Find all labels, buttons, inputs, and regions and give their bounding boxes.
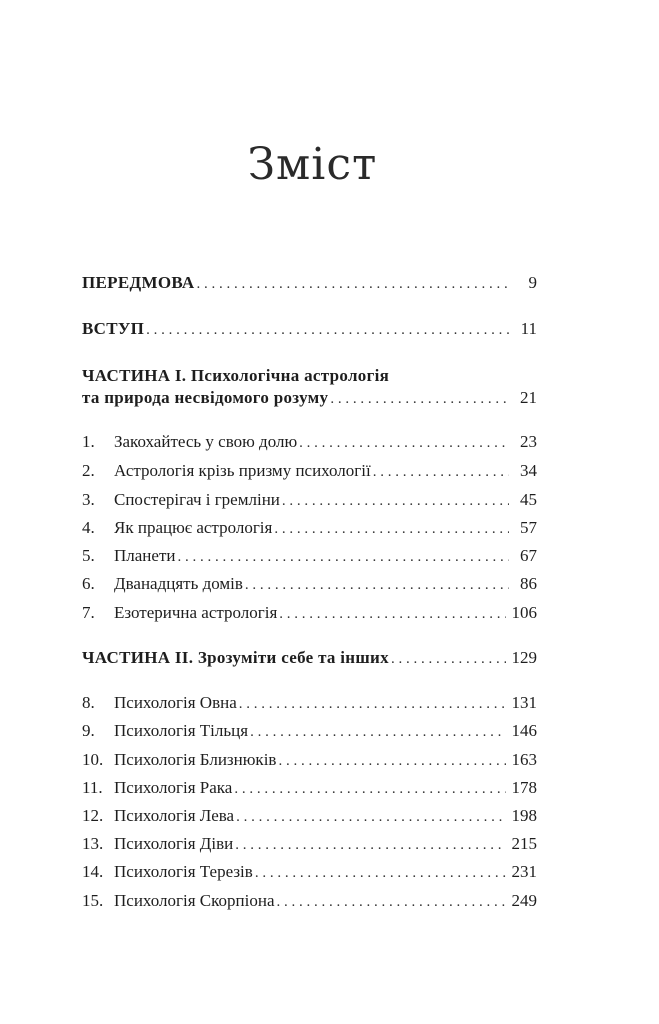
toc-chapter [82, 862, 537, 883]
chapter-page: 198 [511, 806, 537, 825]
toc-chapter [82, 432, 537, 453]
chapter-number: 4. [82, 518, 95, 537]
chapter-page: 57 [520, 518, 537, 537]
chapter-title: Планети [114, 546, 176, 565]
toc-entry-preface [82, 273, 537, 294]
chapter-title: Езотерична астрологія [114, 603, 278, 622]
chapter-title: Психологія Овна [114, 693, 237, 712]
chapter-page: 67 [520, 546, 537, 565]
toc-chapter [82, 546, 537, 567]
chapter-title: Психологія Рака [114, 778, 233, 797]
chapter-number: 9. [82, 721, 95, 740]
dot-leader [197, 274, 510, 294]
toc-chapter [82, 574, 537, 595]
chapter-title: Закохайтесь у свою долю [114, 432, 298, 451]
chapter-page: 131 [511, 693, 537, 712]
dot-leader [279, 604, 505, 624]
chapter-number: 5. [82, 546, 95, 565]
toc-chapter [82, 834, 537, 855]
toc-chapter [82, 891, 537, 912]
chapter-title: Психологія Терезів [114, 862, 253, 881]
toc-chapter [82, 778, 537, 799]
dot-leader [255, 863, 506, 883]
toc-entry-page: 9 [528, 273, 537, 292]
chapter-page: 45 [520, 490, 537, 509]
chapter-title: Психологія Тільця [114, 721, 249, 740]
chapter-number: 3. [82, 490, 95, 509]
chapter-page: 231 [511, 862, 537, 881]
toc-chapter [82, 603, 537, 624]
chapter-number: 11. [82, 778, 103, 797]
chapter-title: Як працює астрологія [114, 518, 273, 537]
dot-leader [177, 547, 509, 567]
dot-leader [236, 807, 505, 827]
chapter-title: Спостерігач і гремліни [114, 490, 280, 509]
dot-leader [245, 575, 509, 595]
chapter-number: 8. [82, 693, 95, 712]
chapter-page: 215 [511, 834, 537, 853]
chapter-number: 15. [82, 891, 104, 910]
part-1-heading-line2: та природа несвідомого розуму [82, 388, 329, 407]
toc-entry-part-1 [82, 388, 537, 409]
toc-entry-page: 11 [520, 319, 537, 338]
chapter-page: 178 [511, 778, 537, 797]
dot-leader [234, 779, 505, 799]
toc-chapter [82, 750, 537, 771]
dot-leader [278, 751, 505, 771]
dot-leader [277, 892, 506, 912]
chapter-number: 1. [82, 432, 95, 451]
chapter-page: 23 [520, 432, 537, 451]
chapter-number: 6. [82, 574, 95, 593]
toc-entry-label: ПЕРЕДМОВА [82, 273, 195, 292]
dot-leader [330, 389, 509, 409]
toc-chapter [82, 518, 537, 539]
chapter-number: 2. [82, 461, 95, 480]
chapter-number: 14. [82, 862, 104, 881]
toc-chapter [82, 461, 537, 482]
chapter-number: 10. [82, 750, 104, 769]
dot-leader [274, 519, 509, 539]
chapter-page: 146 [511, 721, 537, 740]
toc-entry-intro [82, 319, 537, 340]
chapter-title: Психологія Скорпіона [114, 891, 275, 910]
dot-leader [239, 694, 506, 714]
dot-leader [282, 491, 509, 511]
chapter-page: 34 [520, 461, 537, 480]
chapter-title: Психологія Лева [114, 806, 235, 825]
dot-leader [146, 320, 509, 340]
toc-chapter [82, 693, 537, 714]
toc-chapter [82, 806, 537, 827]
dot-leader [250, 722, 505, 742]
toc-chapter [82, 490, 537, 511]
dot-leader [391, 649, 506, 669]
dot-leader [235, 835, 505, 855]
chapter-title: Астрологія крізь призму психології [114, 461, 371, 480]
chapter-title: Психологія Діви [114, 834, 234, 853]
toc-chapter [82, 721, 537, 742]
dot-leader [299, 433, 509, 453]
chapter-page: 249 [511, 891, 537, 910]
chapter-page: 86 [520, 574, 537, 593]
page-title: Зміст [247, 139, 378, 190]
dot-leader [373, 462, 509, 482]
toc-entry-part-2 [82, 648, 537, 669]
toc-entry-label: ВСТУП [82, 319, 145, 338]
chapter-page: 163 [511, 750, 537, 769]
part-1-heading-line1: ЧАСТИНА I. Психологічна астрологія [82, 366, 390, 385]
chapter-number: 12. [82, 806, 104, 825]
part-2-heading: ЧАСТИНА II. Зрозуміти себе та інших [82, 648, 389, 667]
toc-entry-page: 21 [520, 388, 537, 407]
chapter-title: Психологія Близнюків [114, 750, 277, 769]
chapter-number: 7. [82, 603, 95, 622]
chapter-number: 13. [82, 834, 104, 853]
chapter-title: Дванадцять домів [114, 574, 243, 593]
toc-entry-page: 129 [511, 648, 537, 667]
chapter-page: 106 [511, 603, 537, 622]
